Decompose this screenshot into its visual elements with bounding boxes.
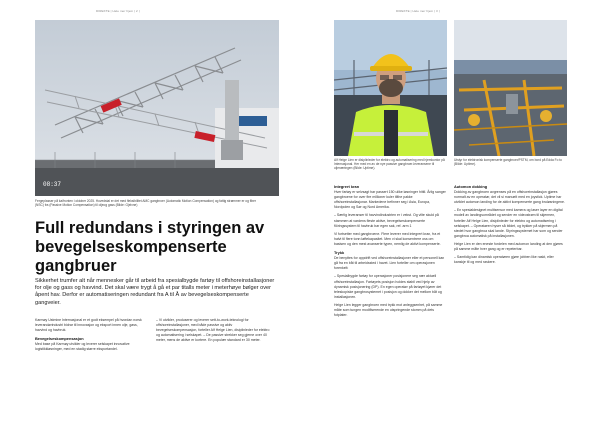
paragraph: – Samtidig kan dinamisk operatøren gjøre jobben like raskt, eller kanskje til og med raskere. xyxy=(454,255,554,265)
subheading: Integrert kran xyxy=(334,184,360,189)
harbor-equipment-illustration xyxy=(454,20,567,156)
right-column-2 xyxy=(454,182,566,268)
photo-caption-portrait: Alf Helge Lien er disiplinleder for elektro og automatisering med hjemkontor på Internasjonal. Her med en av de nye passive gangbroer-leveransene til oljenæringen (Bilde: Uptime). xyxy=(334,158,445,171)
engineer-portrait-photo xyxy=(334,20,447,156)
paragraph: – En spesialdesignet multisensor med kamera og laser layer en digital modell av landingsområdet og sender en videostrøm til skjermen, forteller Alf Helge Lien, disiplinleder for elektro og automatisering i selskapet. – Operatøren hyser så bildet, og trykker på skjermen på stedet hvor gangbroa skal lande. Styringssystemet har som og sender gangbroa automatisk på installasjonen. xyxy=(454,208,563,238)
paragraph: Hver fartøy er selvsagt har passert 150 ulike løsninger hittil. Årlig sanger gangbroene for over fire millioner kuler tilthe pakke offshoreinstallasjonar. Markedene befinner seg i Asia, Europa, Nordpolen og Sør og Nord Amerika. xyxy=(334,190,446,210)
paragraph: Helge Lien er den eneste fordelen med automon landing at den gjøres på samme måte hver gang og er repeterbar. xyxy=(454,241,563,252)
gangway-crane-illustration xyxy=(35,20,279,196)
paragraph: Med base på Karmøy utvikler og leverer selskapet innovative logistikkløsninger, med en stadig større eksportandel. xyxy=(35,342,130,352)
photo-timestamp: 08:37 xyxy=(43,181,62,188)
subheading: Trykk xyxy=(334,250,345,256)
right-page xyxy=(300,0,600,424)
page-header-left: DIREKTE | Hele mer hjem | 2 | xyxy=(96,9,140,13)
photo-caption-harbor: Utstyr for elektronisk kompenserte gangbroer/PSTM, om bord på Edda Fo to (Bilde: Uptime). xyxy=(454,158,562,167)
subheading: Automon dokking xyxy=(454,184,488,189)
engineer-portrait-illustration xyxy=(334,20,447,156)
paragraph: Dokking av gangbroen avgrenses på en offshoreinstallasjon gjøres normalt av en operatør, det vil si manuelt med en joystick. Uptime har utviklet automon landing for de aktivt kompenserte gang bruløsningene. xyxy=(454,190,565,205)
photo-caption-left: Fergeplasser på kaifronten i oktober 2025. Hovedstal er det med fleksibilitet AMC gangbroer (Automatic Motion Compensation) og fattig strømmer er og fiber (NSC) fra (Passive Motion Compensation) til oljeog gass (Bilde: Gjelvne) xyxy=(35,199,256,208)
left-column-2 xyxy=(156,318,270,346)
page-header-right: DIREKTE | Hele mer hjem | 3 | xyxy=(396,9,440,13)
subheading: Bevegelseskompensasjon xyxy=(35,336,84,342)
paragraph: – Særlig leveranser til havvindindustrien er i vekst. Og vilte skuld på stammen at vardens fleste aktive, bevegelseskompenserte flöringssystem til havbruk bar egen sak, ref. arm 1 xyxy=(334,213,439,228)
article-headline: Full redundans i styringen av bevegelseskompenserte gangbruer xyxy=(35,219,265,275)
paragraph: Helge Lien legger gangbroen med trykk mot anleggsenhet, på samme måte som tungen modifiserende en utspringende stomm på dets fotplater. xyxy=(334,302,443,318)
harbor-equipment-photo xyxy=(454,20,567,156)
paragraph: – Spesialbygde fartøy for operasjoner posisjonere seg nær aktuell offshoreinstallasjon. Fartøyets posisjon holdes stabil ved hjelp av dynamisk posisjonering (DP). En egen operatør på fartøyet kjører det teleskopiske gangbrosystemet i posisjon og dokker det mellom båt og installasjonen. xyxy=(334,274,442,299)
paragraph: Karmøy Ustmine Internasjonal er et godt eksempel på hvordan norsk leverandørindustri bidrar til innovasjon og eksport innen olje, gass, havvind og havbruk. xyxy=(35,318,142,333)
left-column-1 xyxy=(35,318,147,356)
paragraph: – Vi utvikler, produserer og leverer sett-to-work-teknologi for offshoreinstallasjoner, med både passive og aktiv bevegelseskompensasjon, forteller Alf Helge Lien, disiplinleder for elektro og automatisering i selskapet. – De passive strekker seg gjerne over 40 meter, mens de aktive er kortere. En populær standard er 30 meter. xyxy=(156,318,270,343)
paragraph: De benyttes for oppdrift ved offshoreinstallasjoner eller et personell kan gå fra en båt til arbeidssted i havet. Lien forteller om operasjonen forenkelt: xyxy=(334,256,445,271)
right-column-1 xyxy=(334,182,446,321)
paragraph: Vi fortsetter med gangbroene. Flere leverer med integrert kran, fra et halvt til flere tonn løftekapasitet. Men vi skal konsentrere oss om basisen og den mest avanserte typen, nemlig de aktivt kompenserte. xyxy=(334,231,441,246)
article-lead: Sikkerhet trumfer alt når mennesker går til arbeid fra spesialbygde fartøy til offshoreinstallasjoner for olje og gass og havvind. Det skal være trygt å gå et par titalls meter i meterhøye bølger over åpent hav. Derfor er automatiseringen redundant fra A til Å av bevegelseskompenserte gangveier. xyxy=(35,278,275,306)
gangway-crane-photo xyxy=(35,20,279,196)
